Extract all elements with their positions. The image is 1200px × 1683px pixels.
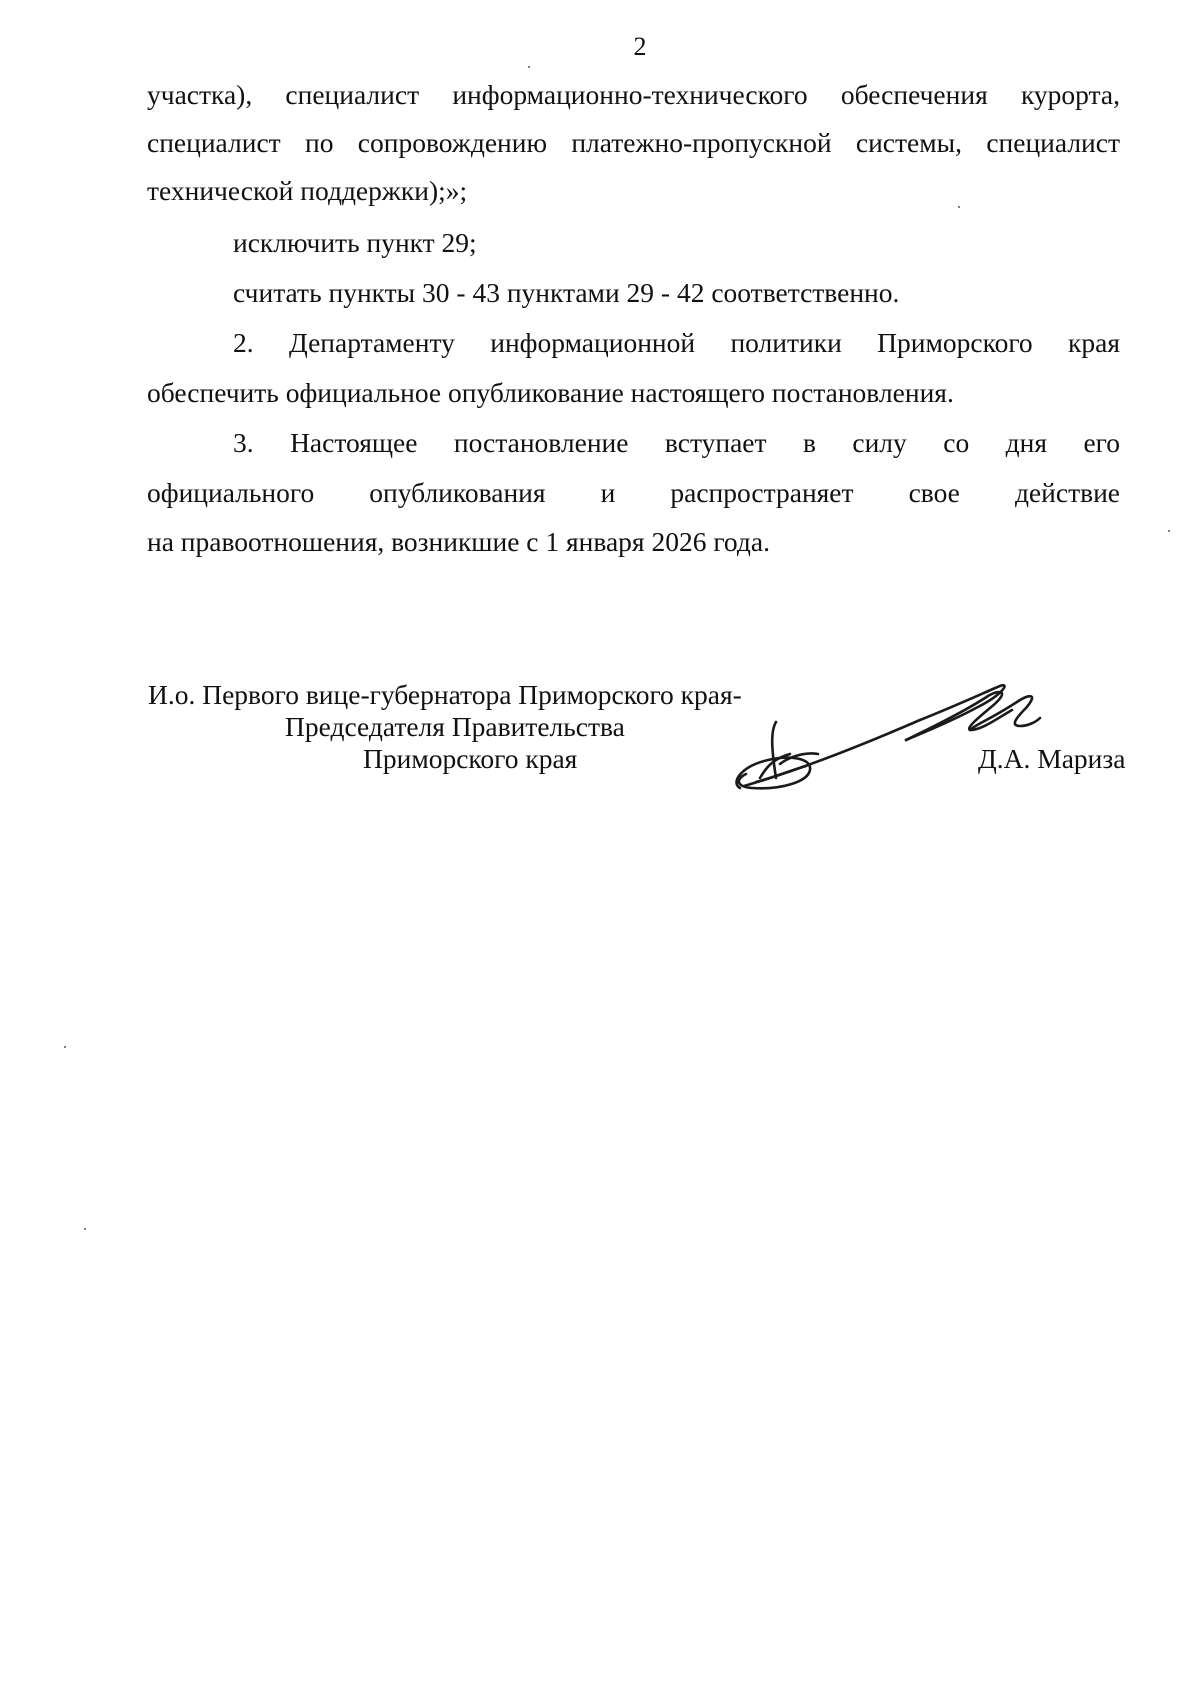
paragraph-3-line-3: на правоотношения, возникшие с 1 января 2026 года. (147, 526, 770, 557)
signatory-position-line-3: Приморского края (363, 743, 578, 774)
paragraph-3-line-1: 3. Настоящее постановление вступает в силу со дня его (233, 427, 1120, 458)
paragraph-2-line-1: 2. Департаменту информационной политики Приморского края (233, 327, 1120, 358)
signatory-position-line-1: И.о. Первого вице-губернатора Приморского края- (148, 679, 742, 710)
paragraph-3-line-2: официального опубликования и распространяет свое действие (147, 477, 1120, 508)
paragraph-1-line-3: технической поддержки);»; (147, 175, 468, 206)
handwritten-signature (720, 660, 1050, 800)
signatory-name: Д.А. Мариза (978, 743, 1126, 774)
scan-speck (84, 1228, 86, 1230)
signatory-position-line-2: Председателя Правительства (285, 711, 625, 742)
paragraph-exclude-item: исключить пункт 29; (233, 227, 477, 258)
scan-speck (958, 206, 960, 208)
paragraph-1-line-2: специалист по сопровождению платежно-пропускной системы, специалист (147, 127, 1120, 158)
paragraph-1-line-1: участка), специалист информационно-технического обеспечения курорта, (147, 79, 1120, 110)
page-number: 2 (633, 32, 647, 61)
scan-speck (64, 1046, 66, 1048)
scan-speck (528, 66, 530, 68)
paragraph-renumber-items: считать пункты 30 - 43 пунктами 29 - 42 соответственно. (233, 277, 900, 308)
scan-speck (1168, 530, 1170, 532)
paragraph-2-line-2: обеспечить официальное опубликование настоящего постановления. (147, 377, 954, 408)
